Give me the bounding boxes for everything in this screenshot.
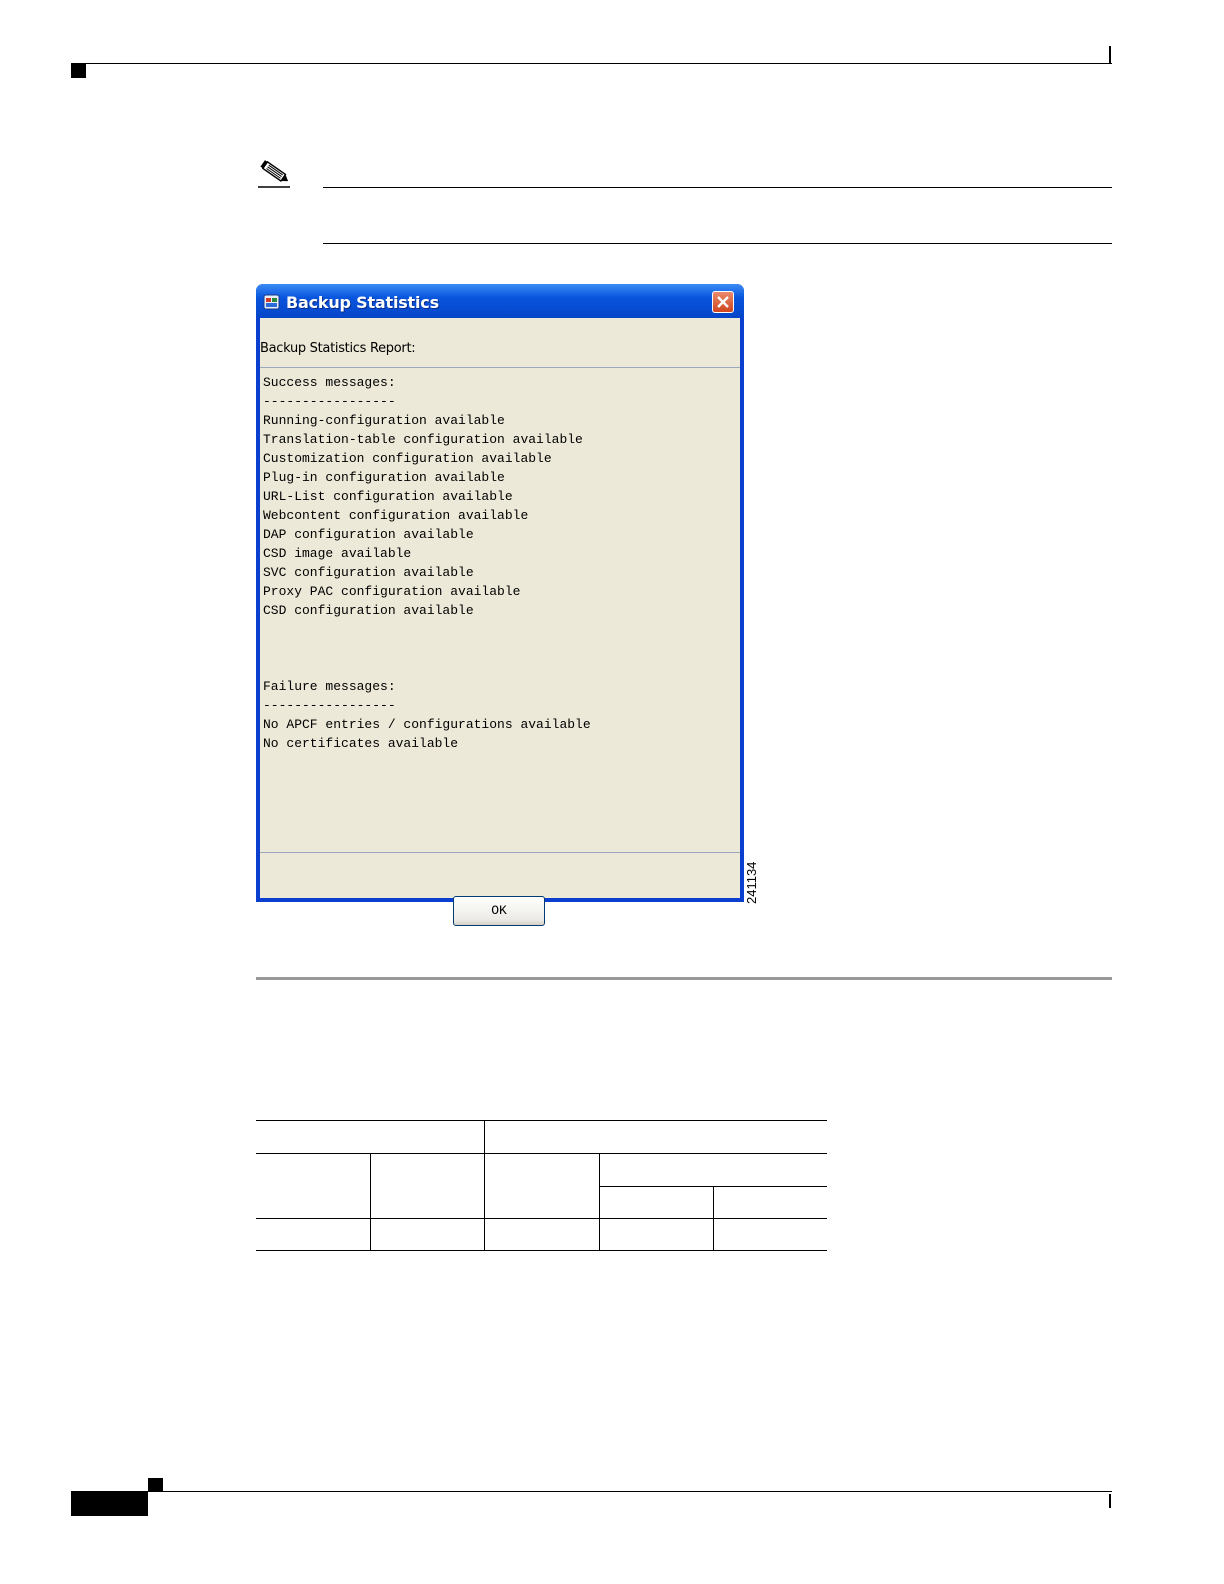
success-line: URL-List configuration available: [263, 489, 513, 504]
table-column-line: [484, 1120, 485, 1251]
failure-divider: -----------------: [263, 698, 396, 713]
figure-id: 241134: [744, 861, 759, 904]
footer-tick: [1109, 1494, 1111, 1508]
table-rule: [256, 1153, 827, 1154]
success-line: Webcontent configuration available: [263, 508, 529, 523]
section-rule: [256, 977, 1112, 980]
success-line: Plug-in configuration available: [263, 470, 505, 485]
table-rule: [256, 1250, 827, 1251]
footer-page-block: [71, 1492, 148, 1516]
asdm-app-icon: [263, 293, 281, 311]
success-divider: -----------------: [263, 394, 396, 409]
close-icon: [716, 295, 730, 309]
footer-rule: [71, 1491, 1112, 1492]
success-line: Customization configuration available: [263, 451, 552, 466]
close-button[interactable]: [712, 291, 734, 313]
backup-statistics-dialog: [256, 284, 744, 918]
header-marker: [71, 64, 86, 78]
success-line: CSD image available: [263, 546, 412, 561]
note-top-rule: [323, 187, 1112, 188]
report-text-area[interactable]: [260, 367, 740, 853]
success-line: Running-configuration available: [263, 413, 505, 428]
dialog-title: Backup Statistics: [286, 293, 439, 312]
table-rule: [256, 1218, 827, 1219]
success-line: CSD configuration available: [263, 603, 474, 618]
table-column-line: [599, 1153, 600, 1251]
failure-line: No APCF entries / configurations available: [263, 717, 591, 732]
dialog-client-area: [260, 318, 740, 918]
header-rule: [71, 63, 1112, 64]
table-column-line: [370, 1153, 371, 1251]
success-line: DAP configuration available: [263, 527, 474, 542]
report-label: Backup Statistics Report:: [260, 341, 416, 356]
dialog-titlebar[interactable]: [256, 284, 744, 318]
failure-header: Failure messages:: [263, 679, 396, 694]
success-line: Proxy PAC configuration available: [263, 584, 521, 599]
header-tick: [1109, 46, 1111, 64]
table-column-line: [713, 1186, 714, 1251]
success-line: SVC configuration available: [263, 565, 474, 580]
success-line: Translation-table configuration available: [263, 432, 583, 447]
pencil-note-icon: [257, 158, 293, 190]
table-rule: [256, 1120, 827, 1121]
footer-marker: [148, 1478, 163, 1492]
success-header: Success messages:: [263, 375, 396, 390]
note-bottom-rule: [323, 243, 1112, 244]
failure-line: No certificates available: [263, 736, 459, 751]
ok-button[interactable]: OK: [453, 896, 545, 926]
